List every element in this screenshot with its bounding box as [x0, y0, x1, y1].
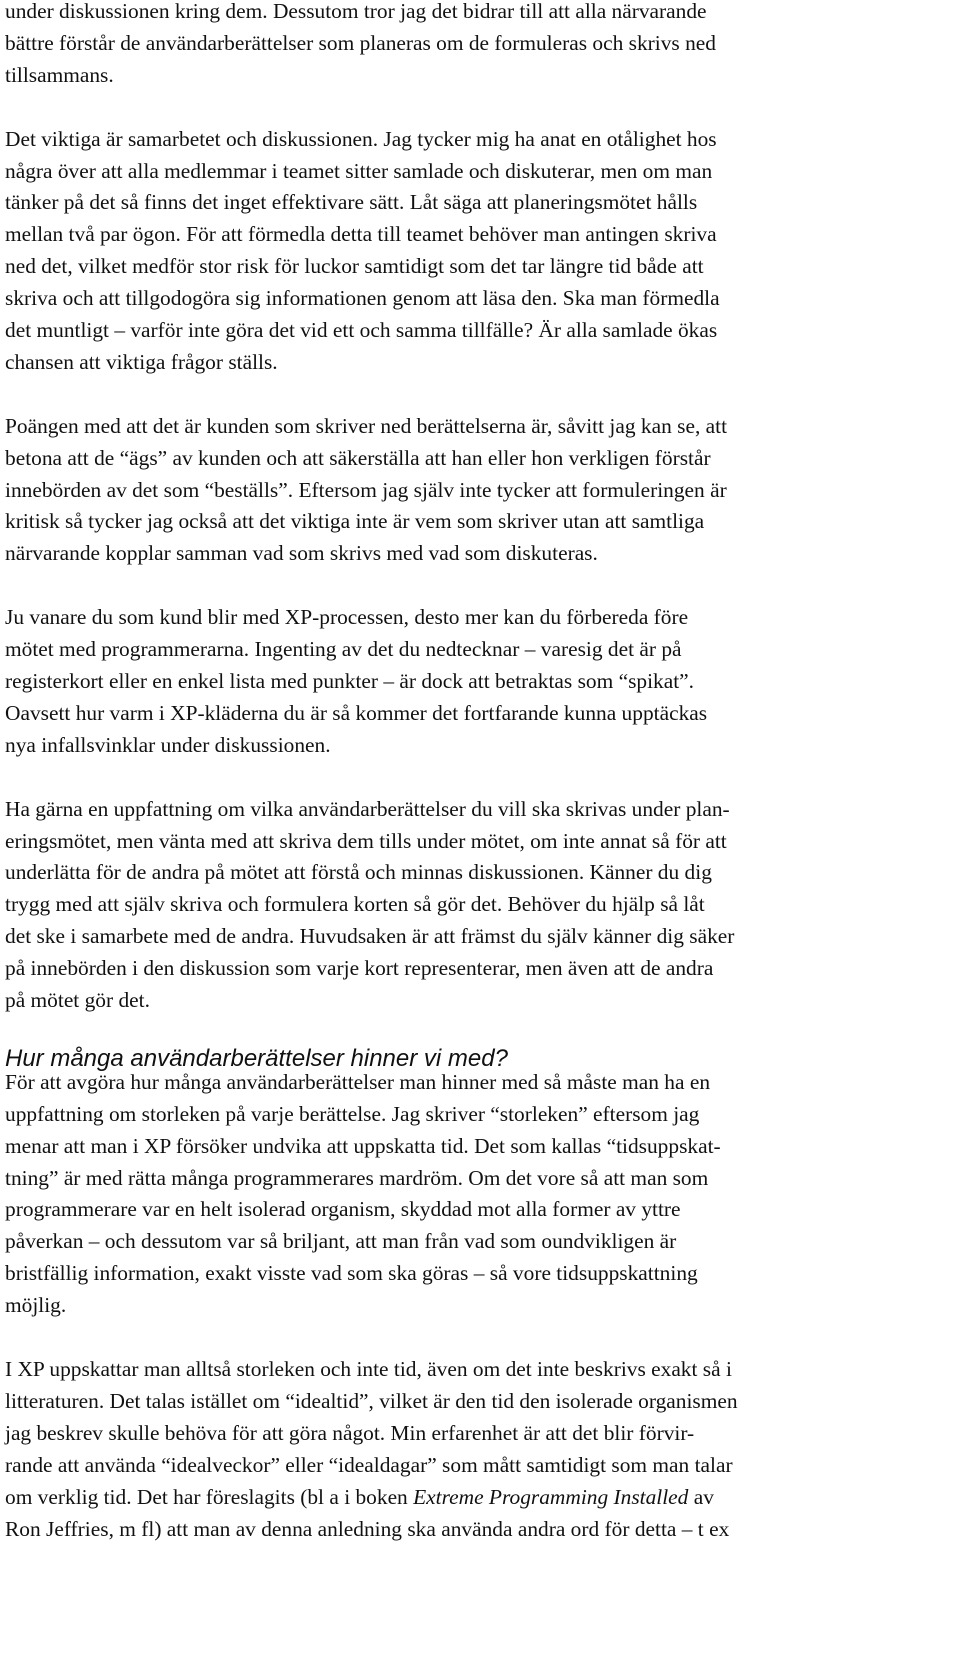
text-line: på mötet gör det. — [5, 988, 150, 1013]
text-line: närvarande kopplar samman vad som skrivs med vad som diskuteras. — [5, 541, 598, 566]
text-line: I XP uppskattar man alltså storleken och inte tid, även om det inte beskrivs exakt så i — [5, 1356, 732, 1381]
text-line: mötet med programmerarna. Ingenting av det du nedtecknar – varesig det är på — [5, 637, 682, 662]
text-line: rande att använda “idealveckor” eller “idealdagar” som mått samtidigt som man talar — [5, 1452, 733, 1477]
paragraph-1 — [5, 0, 945, 92]
text-line: Oavsett hur varm i XP-kläderna du är så kommer det fortfarande kunna upptäckas — [5, 700, 708, 725]
text-line: skriva och att tillgodogöra sig informationen genom att läsa den. Ska man förmedla — [5, 286, 720, 311]
text-line: För att avgöra hur många användarberättelser man hinner med så måste man ha en — [5, 1069, 711, 1094]
text-line: det ske i samarbete med de andra. Huvudsaken är att främst du själv känner dig säker — [5, 924, 735, 949]
text-line: bristfällig information, exakt visste vad som ska göras – så vore tidsuppskattning — [5, 1261, 698, 1286]
text-segment: om verklig tid. Det har föreslagits (bl a i boken — [5, 1484, 414, 1509]
text-line: ned det, vilket medför stor risk för luckor samtidigt som det tar längre tid både att — [5, 254, 704, 279]
text-line: innebörden av det som “beställs”. Eftersom jag själv inte tycker att formuleringen är — [5, 477, 727, 502]
book-title: Extreme Programming Installed — [413, 1484, 689, 1509]
text-line: uppfattning om storleken på varje berättelse. Jag skriver “storleken” eftersom jag — [5, 1101, 700, 1126]
text-line: kritisk så tycker jag också att det viktiga inte är vem som skriver utan att samtliga — [5, 509, 705, 534]
text-line: Poängen med att det är kunden som skriver ned berättelserna är, såvitt jag kan se, att — [5, 413, 728, 438]
text-line: programmerare var en helt isolerad organism, skyddad mot alla former av yttre — [5, 1197, 681, 1222]
text-line-with-title — [5, 1482, 945, 1514]
paragraph-5 — [5, 794, 945, 1017]
text-line: litteraturen. Det talas istället om “idealtid”, vilket är den tid den isolerade organismen — [5, 1388, 738, 1413]
paragraph-4 — [5, 602, 945, 762]
text-line: Ha gärna en uppfattning om vilka användarberättelser du vill ska skrivas under plan- — [5, 796, 730, 821]
text-line: tänker på det så finns det inget effektivare sätt. Låt säga att planeringsmötet hålls — [5, 190, 698, 215]
text-line: Ron Jeffries, m fl) att man av denna anledning ska använda andra ord för detta – t ex — [5, 1516, 730, 1541]
text-line: jag beskrev skulle behöva för att göra något. Min erfarenhet är att det blir förvir- — [5, 1420, 695, 1445]
text-line: underlätta för de andra på mötet att förstå och minnas diskussionen. Känner du dig — [5, 860, 712, 885]
document-page — [5, 0, 945, 1577]
text-line: några över att alla medlemmar i teamet sitter samlade och diskuterar, men om man — [5, 158, 713, 183]
text-line: nya infallsvinklar under diskussionen. — [5, 732, 331, 757]
paragraph-7 — [5, 1354, 945, 1545]
text-line: det muntligt – varför inte göra det vid ett och samma tillfälle? Är alla samlade ökas — [5, 318, 718, 343]
text-line: betona att de “ägs” av kunden och att säkerställa att han eller hon verkligen förstår — [5, 445, 711, 470]
paragraph-2 — [5, 124, 945, 379]
text-segment: av — [688, 1484, 714, 1509]
text-line: registerkort eller en enkel lista med punkter – är dock att betraktas som “spikat”. — [5, 668, 695, 693]
text-line: Ju vanare du som kund blir med XP-processen, desto mer kan du förbereda före — [5, 605, 689, 630]
text-line: chansen att viktiga frågor ställs. — [5, 349, 278, 374]
text-line: påverkan – och dessutom var så briljant, att man från vad som oundvikligen är — [5, 1229, 677, 1254]
section-heading: Hur många användarberättelser hinner vi med? — [5, 1044, 508, 1072]
paragraph-3 — [5, 411, 945, 571]
text-line: menar att man i XP försöker undvika att uppskatta tid. Det som kallas “tidsuppskat- — [5, 1133, 721, 1158]
paragraph-6 — [5, 1067, 945, 1322]
text-line: på innebörden i den diskussion som varje kort representerar, men även att de andra — [5, 956, 714, 981]
text-line: Det viktiga är samarbetet och diskussionen. Jag tycker mig ha anat en otålighet hos — [5, 126, 717, 151]
text-line: mellan två par ögon. För att förmedla detta till teamet behöver man antingen skriva — [5, 222, 717, 247]
text-line: trygg med att själv skriva och formulera korten så gör det. Behöver du hjälp så låt — [5, 892, 705, 917]
text-line: tning” är med rätta många programmerares mardröm. Om det vore så att man som — [5, 1165, 709, 1190]
text-line: möjlig. — [5, 1293, 67, 1318]
text-line: bättre förstår de användarberättelser som planeras om de formuleras och skrivs ned — [5, 30, 716, 55]
text-line: under diskussionen kring dem. Dessutom tror jag det bidrar till att alla närvarande — [5, 0, 707, 23]
text-line: tillsammans. — [5, 62, 114, 87]
text-line: eringsmötet, men vänta med att skriva dem tills under mötet, om inte annat så för att — [5, 828, 727, 853]
